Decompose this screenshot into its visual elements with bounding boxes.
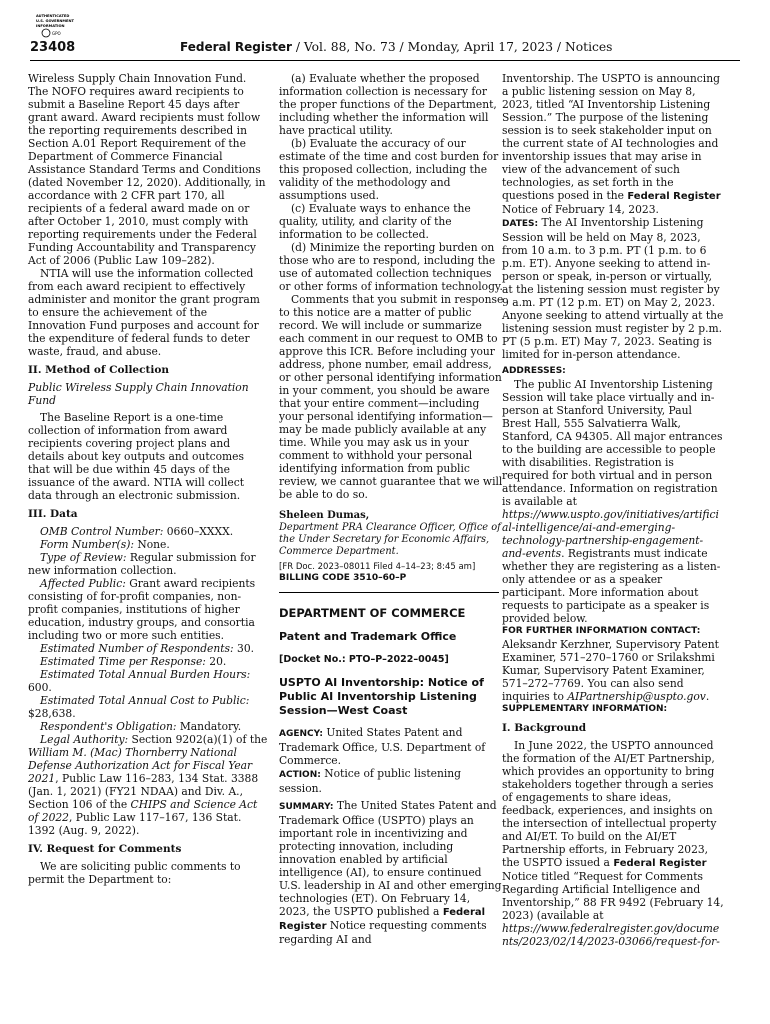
agency-heading: Patent and Trademark Office — [279, 630, 457, 643]
data-item-cost: Estimated Total Annual Cost to Public: $28,638. — [28, 694, 250, 720]
logo-line-2: U.S. GOVERNMENT — [36, 19, 74, 23]
logo-line-3: INFORMATION — [36, 24, 65, 28]
dates-paragraph: DATES: The AI Inventorship Listening Session will be held on May 8, 2023, from 10 a.m. to 3 p.m. PT (1 p.m. to 6 p.m. ET). Anyone seeking to attend in-person or speak, in-person or virtually, at the listening session must register by 9 a.m. PT (12 p.m. ET) on May 2, 2023. Anyone seeking to attend virtually at the listening session must register by 2 p.m. PT (5 p.m. ET) May 7, 2023. Seating is limited for in-person attendance. — [502, 216, 724, 361]
docket-number: [Docket No.: PTO–P–2022–0045] — [279, 654, 449, 665]
section-heading-comments: IV. Request for Comments — [28, 843, 182, 855]
data-item-burden: Estimated Total Annual Burden Hours: 600. — [28, 668, 251, 694]
page-number: 23408 — [30, 40, 76, 55]
signer-name: Sheleen Dumas, — [279, 510, 370, 521]
request-item-a: (a) Evaluate whether the proposed information collection is necessary for the proper functions of the Department, including whether the information will have practical utility. — [279, 72, 497, 137]
request-item-d: (d) Minimize the reporting burden on those who are to respond, including the use of automated collection techniques or other forms of information technology. — [279, 241, 503, 293]
federal-register-link[interactable]: https://www.federalregister.gov/documents/2023/02/14/2023-03066/request-for- — [502, 922, 720, 948]
agency-line: AGENCY: United States Patent and Trademark Office, U.S. Department of Commerce. — [279, 726, 486, 767]
issue-info: / Vol. 88, No. 73 / Monday, April 17, 2023 / Notices — [291, 40, 613, 54]
fr-doc-line: [FR Doc. 2023–08011 Filed 4–14–23; 8:45 am] — [279, 562, 476, 572]
gpo-authenticated-logo — [34, 13, 80, 39]
summary-paragraph: SUMMARY: The United States Patent and Trademark Office (USPTO) plays an important role in incentivizing and protecting innovation, including innovation enabled by artificial intelligence (AI), to ensure continued U.S. leadership in AI and other emerging technologies (ET). On February 14, 2023, the USPTO published a Federal Register Notice requesting comments regarding AI and — [279, 799, 502, 946]
section-heading-data: III. Data — [28, 508, 78, 520]
signer-title: Department PRA Clearance Officer, Office of the Under Secretary for Economic Affairs, Commerce Department. — [279, 522, 501, 557]
billing-code: BILLING CODE 3510–60–P — [279, 573, 407, 583]
comments-paragraph: Comments that you submit in response to this notice are a matter of public record. We will include or summarize each comment in our request to OMB to approve this ICR. Before including your address, phone number, email address, or other personal identifying information in your comment, you should be aware that your entire comment—including your personal identifying information—may be made publicly available at any time. While you may ask us in your comment to withhold your personal identifying information from public review, we cannot guarantee that we will be able to do so. — [279, 293, 504, 501]
section-divider — [279, 592, 499, 593]
data-item-respondents: Estimated Number of Respondents: 30. — [40, 642, 255, 655]
data-item-time: Estimated Time per Response: 20. — [40, 655, 227, 668]
background-paragraph: In June 2022, the USPTO announced the formation of the AI/ET Partnership, which provides an opportunity to bring stakeholders together through a series of engagements to share ideas, feedback, experiences, and insights on the intersection of intellectual property and AI/ET. To build on the AI/ET Partnership efforts, in February 2023, the USPTO issued a Federal Register Notice titled “Request for Comments Regarding Artificial Intelligence and Inventorship,” 88 FR 9492 (February 14, 2023) (available at https://www.federalregister.gov/documents/2023/02/14/2023-03066/request-for- — [502, 739, 724, 948]
col1-paragraph: NTIA will use the information collected from each award recipient to effectively administer and monitor the grant program to ensure the achievement of the Innovation Fund purposes and account for the expenditure of federal funds to deter waste, fraud, and abuse. — [28, 267, 260, 358]
running-header — [180, 40, 613, 54]
notice-title: USPTO AI Inventorship: Notice of Public AI Inventorship Listening Session—West Coast — [279, 676, 484, 717]
column-1 — [28, 72, 268, 886]
request-item-c: (c) Evaluate ways to enhance the quality, utility, and clarity of the information to be collected. — [279, 202, 471, 241]
action-line: ACTION: Notice of public listening session. — [279, 767, 461, 795]
background-heading: I. Background — [502, 722, 587, 734]
data-item-obligation: Respondent's Obligation: Mandatory. — [40, 720, 242, 733]
section-heading-method: II. Method of Collection — [28, 364, 169, 376]
addresses-label: ADDRESSES: — [502, 366, 566, 376]
request-item-b: (b) Evaluate the accuracy of our estimate of the time and cost burden for this proposed collection, including the validity of the methodology and assumptions used. — [279, 137, 499, 202]
col1-paragraph: We are soliciting public comments to permit the Department to: — [28, 860, 241, 886]
publication-name: Federal Register — [180, 40, 292, 54]
registration-link[interactable]: https://www.uspto.gov/initiatives/artificial-intelligence/ai-and-emerging-technology-partnership-engagement-and-events — [502, 508, 719, 560]
intro-paragraph: Inventorship. The USPTO is announcing a public listening session on May 8, 2023, titled “AI Inventorship Listening Session.” The purpose of the listening session is to seek stakeholder input on the current state of AI technologies and inventorship issues that may arise in view of the advancement of such technologies, as set forth in the questions posed in the Federal Register Notice of February 14, 2023. — [502, 72, 721, 216]
logo-line-1: AUTHENTICATED — [36, 14, 70, 18]
data-item-form: Form Number(s): None. — [40, 538, 170, 551]
supplementary-label: SUPPLEMENTARY INFORMATION: — [502, 704, 668, 714]
logo-line-4: GPO — [52, 31, 61, 36]
data-item-review: Type of Review: Regular submission for new information collection. — [28, 551, 256, 577]
col1-paragraph: Wireless Supply Chain Innovation Fund. The NOFO requires award recipients to submit a Baseline Report 45 days after grant award. Award recipients must follow the reporting requirements described in Section A.01 Report Requirement of the Department of Commerce Financial Assistance Standard Terms and Conditions (dated November 12, 2020). Additionally, in accordance with 2 CFR part 170, all recipients of a federal award made on or after October 1, 2010, must comply with reporting requirements under the Federal Funding Accountability and Transparency Act of 2006 (Public Law 109–282). — [28, 72, 266, 267]
department-heading: DEPARTMENT OF COMMERCE — [279, 606, 466, 620]
data-item-public: Affected Public: Grant award recipients consisting of for-profit companies, non-profit companies, institutions of higher education, industry groups, and consortia including two or more such entities. — [28, 577, 256, 642]
column-3 — [502, 72, 724, 948]
header-rule — [30, 60, 740, 61]
column-2 — [279, 72, 504, 946]
col1-paragraph: The Baseline Report is a one-time collection of information from award recipients covering project plans and details about key outputs and outcomes that will be due within 45 days of the issuance of the award. NTIA will collect data through an electronic submission. — [28, 411, 245, 502]
subheading-fund: Public Wireless Supply Chain Innovation Fund — [28, 381, 249, 407]
contact-paragraph: Aleksandr Kerzhner, Supervisory Patent Examiner, 571–270–1760 or Srilakshmi Kumar, Supervisory Patent Examiner, 571–272–7769. You can also send inquiries to AIPartnership@uspto.gov. — [502, 638, 719, 703]
contact-label: FOR FURTHER INFORMATION CONTACT: — [502, 626, 701, 636]
contact-email-link[interactable]: AIPartnership@uspto.gov — [567, 690, 706, 703]
addresses-paragraph: The public AI Inventorship Listening Session will take place virtually and in-person at Stanford University, Paul Brest Hall, 555 Salvatierra Walk, Stanford, CA 94305. All major entrances to the building are accessible to people with disabilities. Registration is required for both virtual and in person attendance. Information on registration is available at https://www.uspto.gov/initiatives/artificial-intelligence/ai-and-emerging-technology-partnership-engagement-and-events. Registrants must indicate whether they are registering as a listen-only attendee or as a speaker participant. More information about requests to participate as a speaker is provided below. — [502, 378, 723, 625]
data-item-authority: Legal Authority: Section 9202(a)(1) of the William M. (Mac) Thornberry National Defense Authorization Act for Fiscal Year 2021, Public Law 116–283, 134 Stat. 3388 (Jan. 1, 2021) (FY21 NDAA) and Div. A., Section 106 of the CHIPS and Science Act of 2022, Public Law 117–167, 136 Stat. 1392 (Aug. 9, 2022). — [28, 733, 268, 837]
data-item-omb: OMB Control Number: 0660–XXXX. — [40, 525, 234, 538]
